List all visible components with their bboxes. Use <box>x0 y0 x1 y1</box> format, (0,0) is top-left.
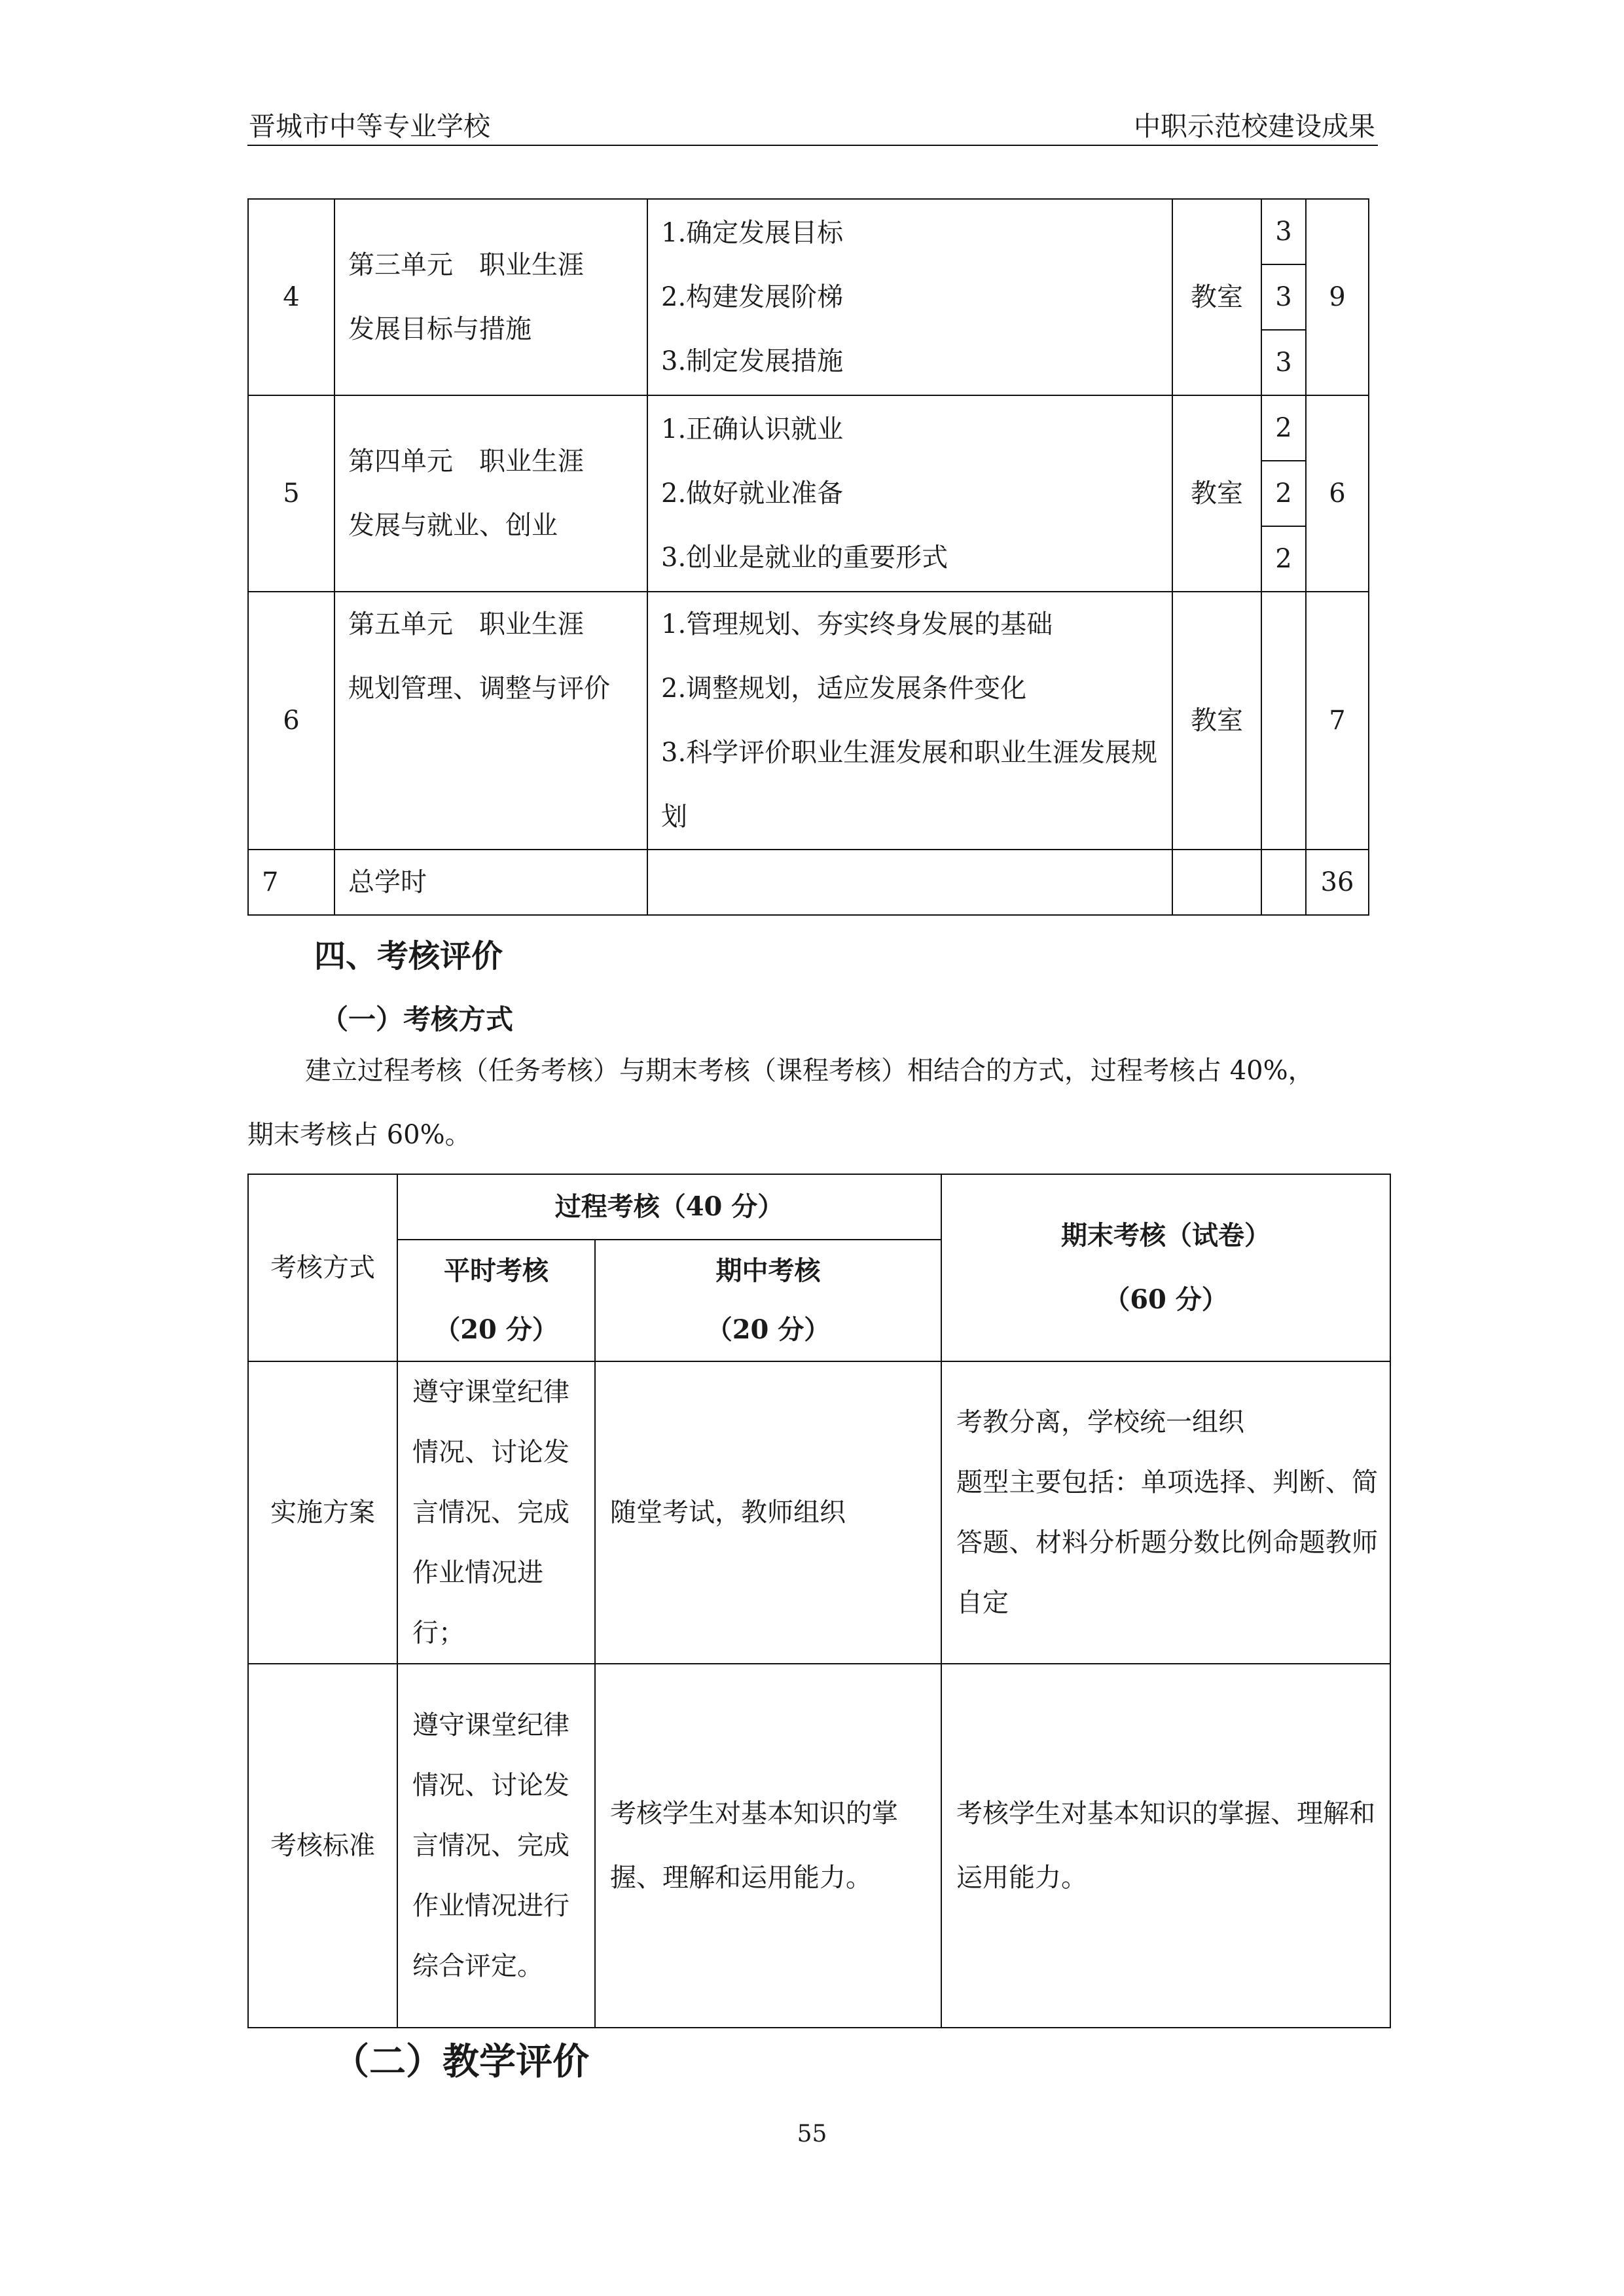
hours-value: 3 <box>1262 200 1305 265</box>
table-row <box>248 199 1369 395</box>
content-item: 2.构建发展阶梯 <box>661 282 844 312</box>
total-cell: 7 <box>1306 592 1369 850</box>
usual-header: 平时考核 <box>444 1255 549 1286</box>
content-cell <box>647 850 1172 915</box>
page-number: 55 <box>797 2121 827 2147</box>
place-cell: 教室 <box>1172 395 1261 592</box>
content-cell <box>647 592 1172 850</box>
paragraph-line: 建立过程考核（任务考核）与期末考核（课程考核）相结合的方式，过程考核占 40%， <box>305 1056 1314 1086</box>
content-item: 3.制定发展措施 <box>661 346 844 376</box>
header-rule <box>247 145 1378 146</box>
plan-final-line: 考教分离，学校统一组织 <box>956 1407 1244 1437</box>
assessment-table <box>247 1174 1391 2028</box>
plan-final-line: 题型主要包括：单项选择、判断、简答题、材料分析题分数比例命题教师自定 <box>956 1467 1378 1618</box>
schedule-table <box>247 198 1369 916</box>
content-item: 2.做好就业准备 <box>661 478 844 509</box>
header-school: 晋城市中等专业学校 <box>249 111 490 142</box>
standard-mid: 考核学生对基本知识的掌握、理解和运用能力。 <box>595 1664 941 2028</box>
table-row <box>248 1174 1390 1240</box>
standard-label: 考核标准 <box>248 1664 397 2028</box>
corner-header: 考核方式 <box>248 1174 397 1361</box>
final-header-cell <box>941 1174 1390 1361</box>
row-number: 6 <box>248 592 334 850</box>
subsection-title: （二）教学评价 <box>333 2040 589 2083</box>
unit-subtitle: 发展与就业、创业 <box>348 511 558 541</box>
place-cell: 教室 <box>1172 199 1261 395</box>
row-number: 4 <box>248 199 334 395</box>
content-item: 1.管理规划、夯实终身发展的基础 <box>661 609 1053 639</box>
hours-cell <box>1261 592 1306 850</box>
mid-header: 期中考核 <box>715 1255 821 1286</box>
hours-value: 2 <box>1275 544 1292 574</box>
table-row <box>248 592 1369 850</box>
subsection-title: （一）考核方式 <box>321 1003 514 1035</box>
table-row <box>248 1664 1390 2028</box>
standard-final: 考核学生对基本知识的掌握、理解和运用能力。 <box>941 1664 1390 2028</box>
hours-value: 2 <box>1262 396 1305 461</box>
total-label: 总学时 <box>334 850 647 915</box>
content-item: 1.正确认识就业 <box>661 414 844 444</box>
table-row <box>248 395 1369 592</box>
content-cell <box>647 395 1172 592</box>
hours-cell <box>1261 850 1306 915</box>
hours-value: 3 <box>1262 265 1305 331</box>
mid-score: （20 分） <box>706 1314 831 1345</box>
content-item: 1.确定发展目标 <box>661 218 844 248</box>
header-project: 中职示范校建设成果 <box>1134 111 1375 142</box>
unit-subtitle: 发展目标与措施 <box>348 314 532 344</box>
row-number: 5 <box>248 395 334 592</box>
plan-label: 实施方案 <box>248 1361 397 1664</box>
table-row <box>248 850 1369 915</box>
unit-title: 第三单元 职业生涯 <box>348 250 584 280</box>
unit-title: 第四单元 职业生涯 <box>348 446 584 476</box>
final-score: （60 分） <box>1104 1284 1228 1315</box>
place-cell: 教室 <box>1172 592 1261 850</box>
hours-value: 2 <box>1262 461 1305 527</box>
usual-score: （20 分） <box>434 1314 558 1345</box>
hours-cell <box>1261 395 1306 592</box>
table-row <box>248 1361 1390 1664</box>
unit-cell <box>334 395 647 592</box>
unit-cell <box>334 592 647 850</box>
plan-mid: 随堂考试，教师组织 <box>595 1361 941 1664</box>
total-cell: 9 <box>1306 199 1369 395</box>
place-cell <box>1172 850 1261 915</box>
unit-cell <box>334 199 647 395</box>
process-header: 过程考核（40 分） <box>397 1174 941 1240</box>
final-header: 期末考核（试卷） <box>1061 1220 1271 1251</box>
hours-value: 3 <box>1275 348 1292 378</box>
total-cell: 6 <box>1306 395 1369 592</box>
row-number: 7 <box>248 850 334 915</box>
unit-subtitle: 规划管理、调整与评价 <box>348 673 610 704</box>
content-cell <box>647 199 1172 395</box>
plan-usual: 遵守课堂纪律情况、讨论发言情况、完成作业情况进行； <box>397 1361 595 1664</box>
unit-title: 第五单元 职业生涯 <box>348 609 584 639</box>
section-title: 四、考核评价 <box>314 938 503 975</box>
content-item: 2.调整规划，适应发展条件变化 <box>661 673 1027 704</box>
total-cell: 36 <box>1306 850 1369 915</box>
plan-final-cell <box>941 1361 1390 1664</box>
content-item: 3.科学评价职业生涯发展和职业生涯发展规划 <box>661 738 1158 832</box>
standard-usual: 遵守课堂纪律情况、讨论发言情况、完成作业情况进行综合评定。 <box>397 1664 595 2028</box>
paragraph-line: 期末考核占 60%。 <box>247 1120 471 1150</box>
hours-cell <box>1261 199 1306 395</box>
mid-header-cell <box>595 1240 941 1361</box>
content-item: 3.创业是就业的重要形式 <box>661 543 948 573</box>
usual-header-cell <box>397 1240 595 1361</box>
